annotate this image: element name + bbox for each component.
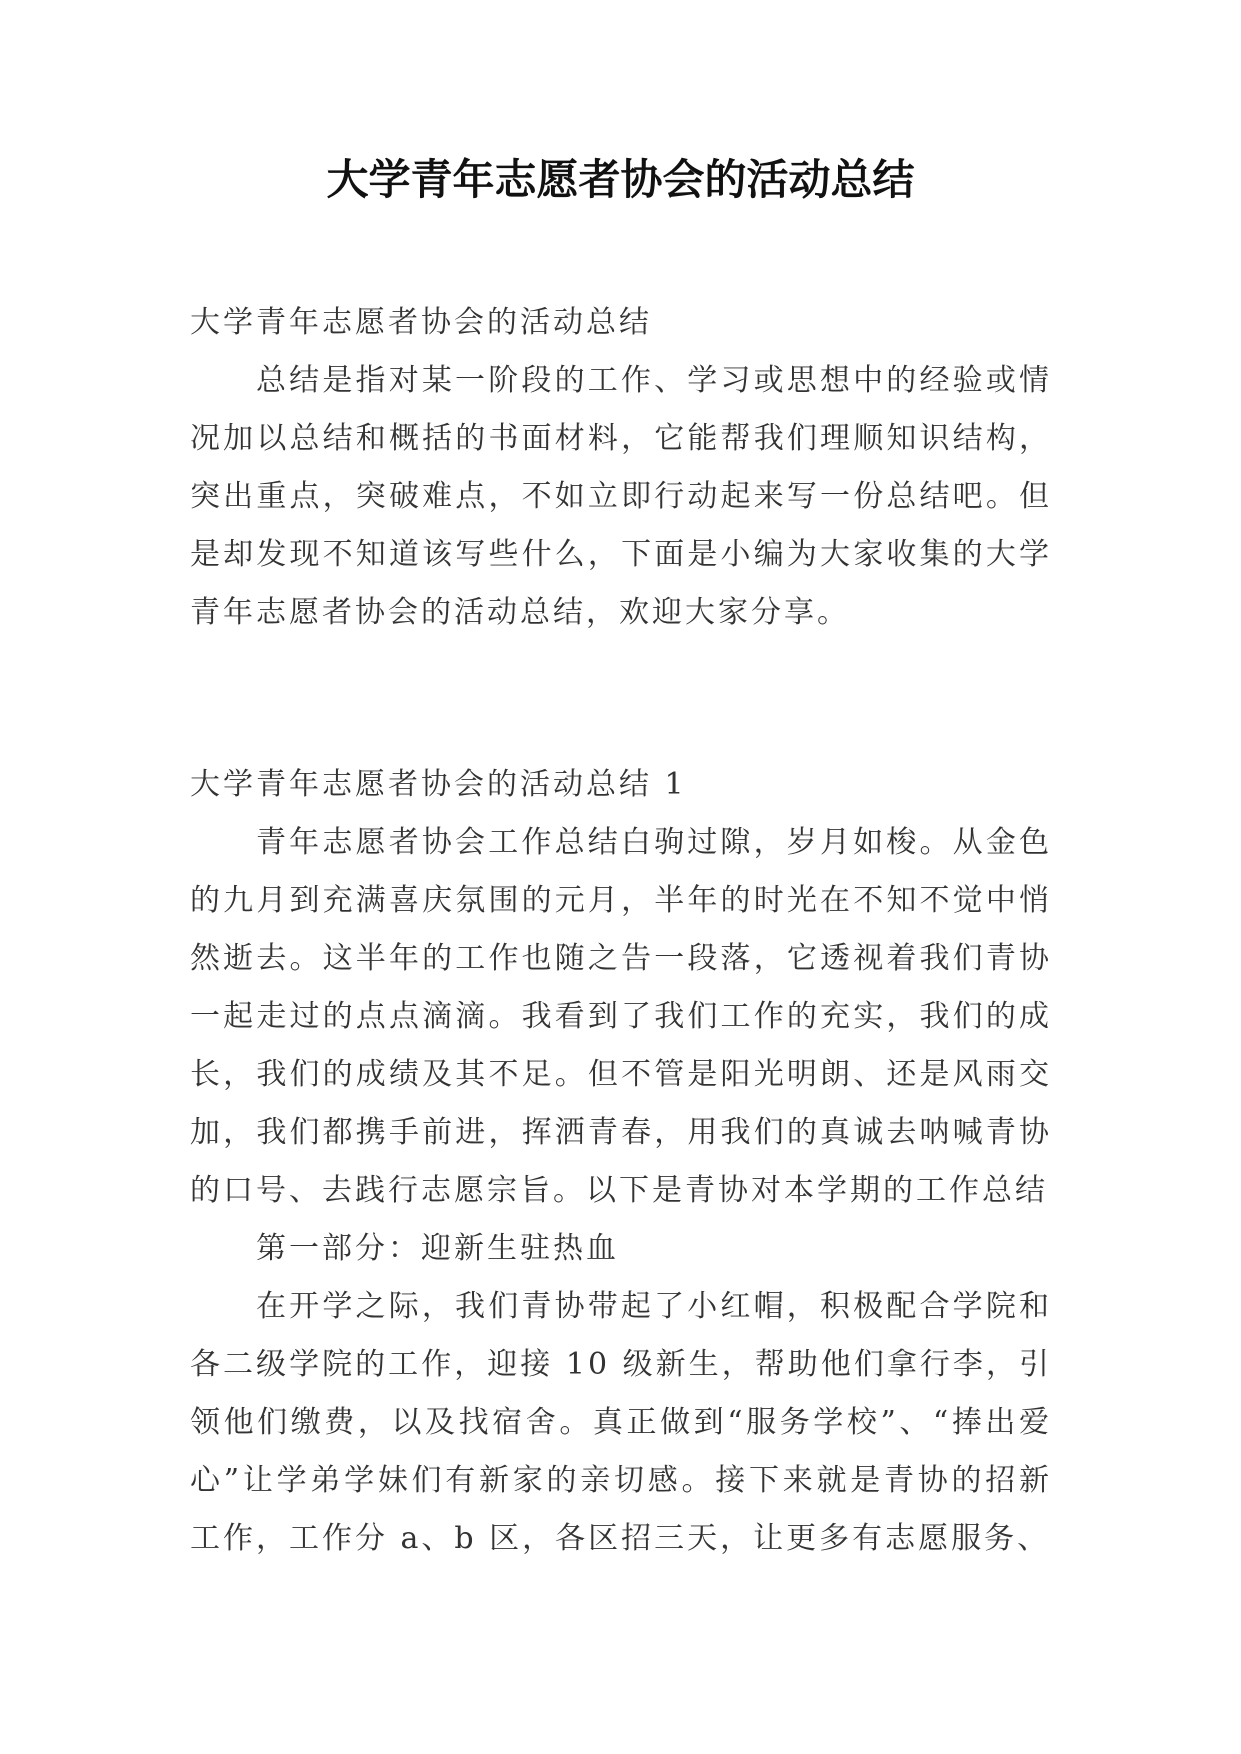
section-1 bbox=[190, 756, 1052, 1568]
section-1-paragraph-1: 青年志愿者协会工作总结白驹过隙，岁月如梭。从金色的九月到充满喜庆氛围的元月，半年的时光在不知不觉中悄然逝去。这半年的工作也随之告一段落，它透视着我们青协一起走过的点点滴滴。我看到了我们工作的充实，我们的成长，我们的成绩及其不足。但不管是阳光明朗、还是风雨交加，我们都携手前进，挥洒青春，用我们的真诚去呐喊青协的口号、去践行志愿宗旨。以下是青协对本学期的工作总结 bbox=[190, 825, 1052, 1208]
part-1-heading: 第一部分：迎新生驻热血 bbox=[256, 1231, 619, 1266]
section-1-paragraph-2: 在开学之际，我们青协带起了小红帽，积极配合学院和各二级学院的工作，迎接 10 级新生，帮助他们拿行李，引领他们缴费，以及找宿舍。真正做到“服务学校”、“捧出爱心”让学弟学妹们有新家的亲切感。接下来就是青协的招新工作，工作分 a、b 区，各区招三天，让更多有志愿服务、 bbox=[190, 1289, 1052, 1556]
intro-section bbox=[190, 294, 1052, 642]
intro-heading: 大学青年志愿者协会的活动总结 bbox=[190, 305, 652, 340]
intro-paragraph: 总结是指对某一阶段的工作、学习或思想中的经验或情况加以总结和概括的书面材料，它能帮我们理顺知识结构，突出重点，突破难点，不如立即行动起来写一份总结吧。但是却发现不知道该写些什么，下面是小编为大家收集的大学青年志愿者协会的活动总结，欢迎大家分享。 bbox=[190, 363, 1052, 630]
document-title: 大学青年志愿者协会的活动总结 bbox=[326, 155, 915, 204]
section-1-heading: 大学青年志愿者协会的活动总结 1 bbox=[190, 767, 687, 802]
